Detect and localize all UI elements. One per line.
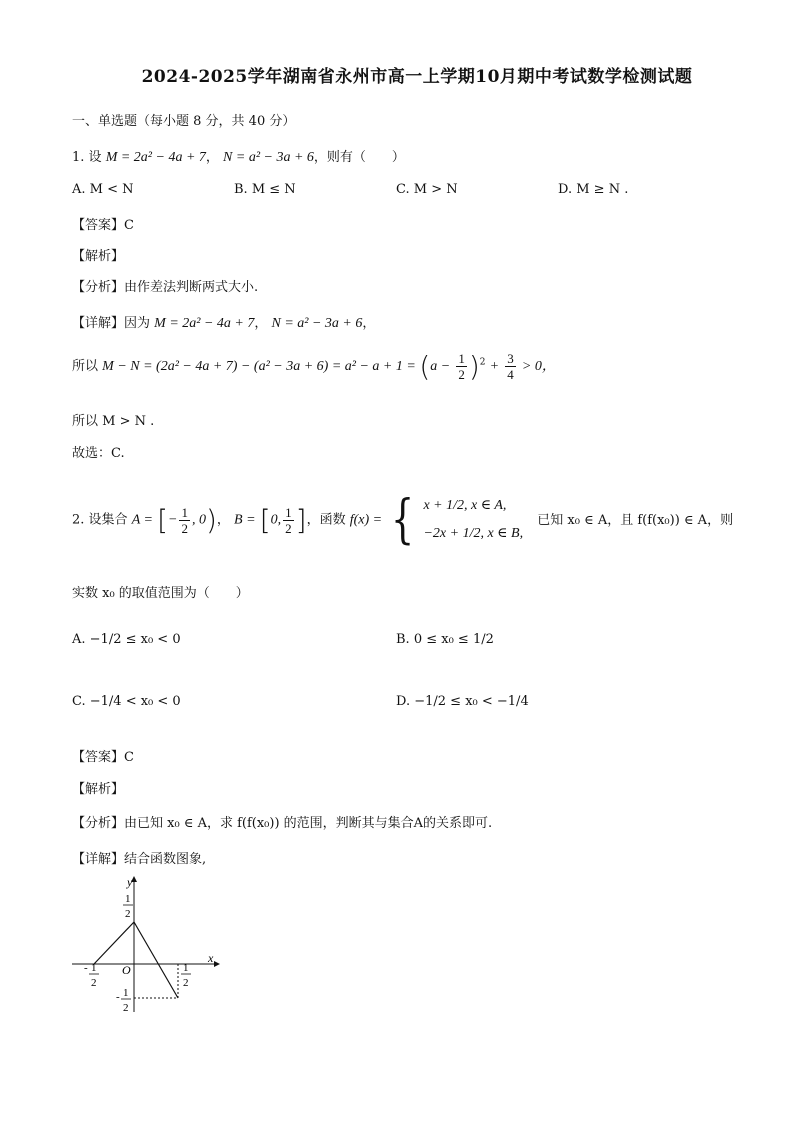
q2-option-b: B. 0 ≤ x₀ ≤ 1/2 [396,632,494,647]
svg-text:2: 2 [91,977,97,989]
section-heading: 一、单选题（每小题 8 分，共 40 分） [72,114,296,129]
label-half-top [123,893,133,920]
q1-option-d: D. M ≥ N . [558,182,629,197]
q2-fenxi: 【分析】由已知 x₀ ∈ A，求 f(f(x₀)) 的范围，判断其与集合A的关系即可. [72,816,493,831]
q1-option-a: A. M < N [72,182,134,197]
q1-stem: 1. 设 M = 2a² − 4a + 7， N = a² − 3a + 6，则有（ ） [72,150,405,165]
q2-prefix: 2. 设集合 [72,512,128,528]
label-half-right [181,962,191,989]
q2-case1: x + 1/2, x ∈ A, [423,498,507,513]
svg-text:-: - [116,991,120,1003]
x-axis-arrow [214,961,220,967]
q2-detail: 【详解】结合函数图象, [72,852,207,867]
q2-known: 已知 x₀ ∈ A，且 f(f(x₀)) ∈ A，则 [537,512,734,528]
q1-m-def: M = 2a² − 4a + 7 [105,150,206,165]
q1-suffix: ，则有（ ） [313,150,405,165]
q2-jiexi: 【解析】 [72,782,125,797]
q2-stem: 2. 设集合 A = [− $\frac{1}{2}$ , 0)， B = [0, $\frac{1}{2}$ ]，函数 f(x) = { x + 1/2, x ∈ A, −2x + 1/2, x ∈ B, 已知 x₀ ∈ A，且 f(f(x₀)) ∈ A，则 [72,490,734,550]
svg-text:1: 1 [125,893,131,905]
origin-label: O [122,963,131,977]
label-neg-half-bottom [116,987,131,1014]
function-graph [70,872,230,1022]
svg-text:2: 2 [183,977,189,989]
q1-detail: 【详解】因为 M = 2a² − 4a + 7， N = a² − 3a + 6， [72,316,376,331]
q1-option-b: B. M ≤ N [234,182,296,197]
graph-segment-a [94,922,134,964]
q1-detail-n: N = a² − 3a + 6 [271,316,363,331]
page-title: 2024-2025学年湖南省永州市高一上学期10月期中考试数学检测试题 [141,67,693,87]
q1-so-prefix: 所以 [72,359,99,374]
q1-three-quarter-fraction: $\frac{3}{4}$ [507,351,514,382]
q1-jiexi: 【解析】 [72,249,125,264]
svg-text:2: 2 [123,1002,129,1014]
q1-derivation: 所以 M − N = (2a² − 4a + 7) − (a² − 3a + 6) = a² − a + 1 = (a − $\frac{1}{2}$ )$^2$ + $\frac{3}{4}$ > 0， [72,350,556,383]
q1-detail-m: M = 2a² − 4a + 7 [154,316,255,331]
q1-choose: 故选：C. [72,446,125,461]
q1-prefix: 1. 设 [72,150,102,165]
graph-segment-b [134,922,178,998]
svg-text:2: 2 [125,908,131,920]
x-axis-label: x [208,951,214,965]
q2-answer: 【答案】C [72,750,134,765]
q1-n-def: N = a² − 3a + 6 [223,150,314,165]
q1-answer: 【答案】C [72,218,134,233]
q2-option-c: C. −1/4 < x₀ < 0 [72,694,181,709]
q2-option-d: D. −1/2 ≤ x₀ < −1/4 [396,694,529,709]
q1-detail-prefix: 【详解】因为 [72,316,151,331]
q2-func-prefix: ，函数 [306,512,346,528]
q1-conclusion: 所以 M > N . [72,414,155,429]
q2-case2: −2x + 1/2, x ∈ B, [423,526,524,541]
q1-so-expr-tail: > 0， [521,359,556,374]
q2-option-a: A. −1/2 ≤ x₀ < 0 [72,632,181,647]
label-neg-half-left [84,962,99,989]
svg-text:-: - [84,962,88,974]
y-axis-label: y [127,875,133,889]
q1-so-expr: M − N = (2a² − 4a + 7) − (a² − 3a + 6) = a² − a + 1 = [102,359,420,374]
q1-half-fraction: $\frac{1}{2}$ [458,351,465,382]
svg-text:1: 1 [123,987,129,999]
q1-fenxi: 【分析】由作差法判断两式大小. [72,280,259,295]
q2-piecewise [423,492,523,548]
q1-option-c: C. M > N [396,182,458,197]
svg-text:1: 1 [183,962,189,974]
svg-text:1: 1 [91,962,97,974]
q2-line2: 实数 x₀ 的取值范围为（ ） [72,586,249,601]
